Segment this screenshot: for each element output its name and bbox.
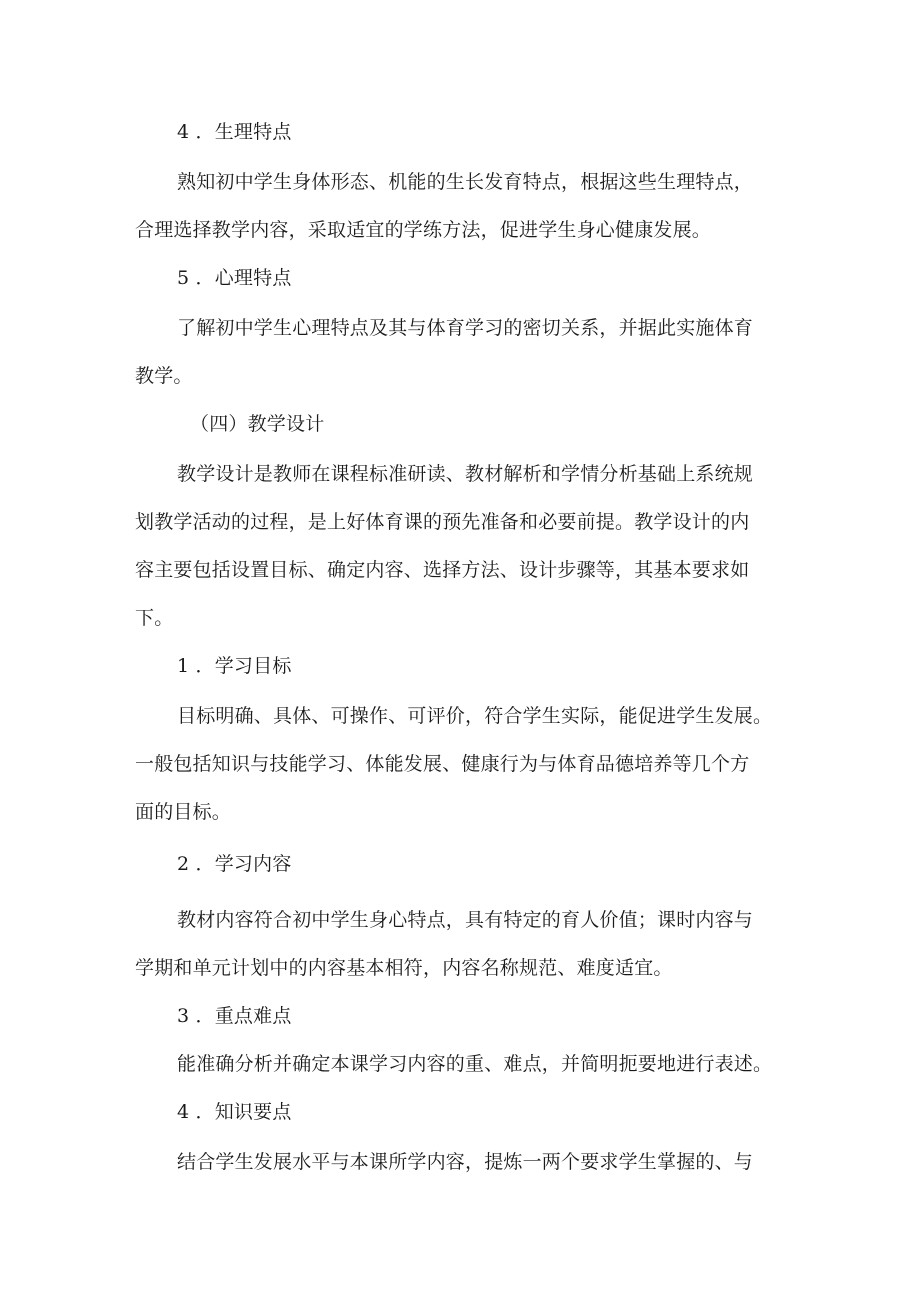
paragraph-line: 熟知初中学生身体形态、机能的生长发育特点，根据这些生理特点， xyxy=(177,171,754,193)
heading-learning-content: 2 ．学习内容 xyxy=(177,853,292,875)
paragraph-line: 教材内容符合初中学生身心特点，具有特定的育人价值；课时内容与 xyxy=(177,909,754,931)
heading-knowledge-points: 4 ．知识要点 xyxy=(177,1101,292,1123)
paragraph-line: 合理选择教学内容，采取适宜的学练方法，促进学生身心健康发展。 xyxy=(135,219,712,241)
paragraph-line: 下。 xyxy=(135,607,174,629)
paragraph-line: 一般包括知识与技能学习、体能发展、健康行为与体育品德培养等几个方 xyxy=(135,753,750,775)
paragraph-line: 目标明确、具体、可操作、可评价，符合学生实际，能促进学生发展。 xyxy=(177,705,773,727)
heading-key-points: 3 ．重点难点 xyxy=(177,1005,292,1027)
paragraph-line: 教学。 xyxy=(135,365,193,387)
heading-psychological: 5 ．心理特点 xyxy=(177,267,292,289)
paragraph-line: 能准确分析并确定本课学习内容的重、难点，并简明扼要地进行表述。 xyxy=(177,1053,773,1075)
paragraph-line: 教学设计是教师在课程标准研读、教材解析和学情分析基础上系统规 xyxy=(177,463,754,485)
paragraph-line: 容主要包括设置目标、确定内容、选择方法、设计步骤等，其基本要求如 xyxy=(135,559,750,581)
paragraph-line: 面的目标。 xyxy=(135,801,232,823)
heading-physiological: 4 ．生理特点 xyxy=(177,121,292,143)
paragraph-line: 了解初中学生心理特点及其与体育学习的密切关系，并据此实施体育 xyxy=(177,317,754,339)
paragraph-line: 结合学生发展水平与本课所学内容，提炼一两个要求学生掌握的、与 xyxy=(177,1151,754,1173)
heading-learning-goals: 1 ．学习目标 xyxy=(177,655,292,677)
paragraph-line: 划教学活动的过程，是上好体育课的预先准备和必要前提。教学设计的内 xyxy=(135,511,750,533)
paragraph-line: 学期和单元计划中的内容基本相符，内容名称规范、难度适宜。 xyxy=(135,957,673,979)
section-heading-teaching-design: （四）教学设计 xyxy=(190,413,325,435)
